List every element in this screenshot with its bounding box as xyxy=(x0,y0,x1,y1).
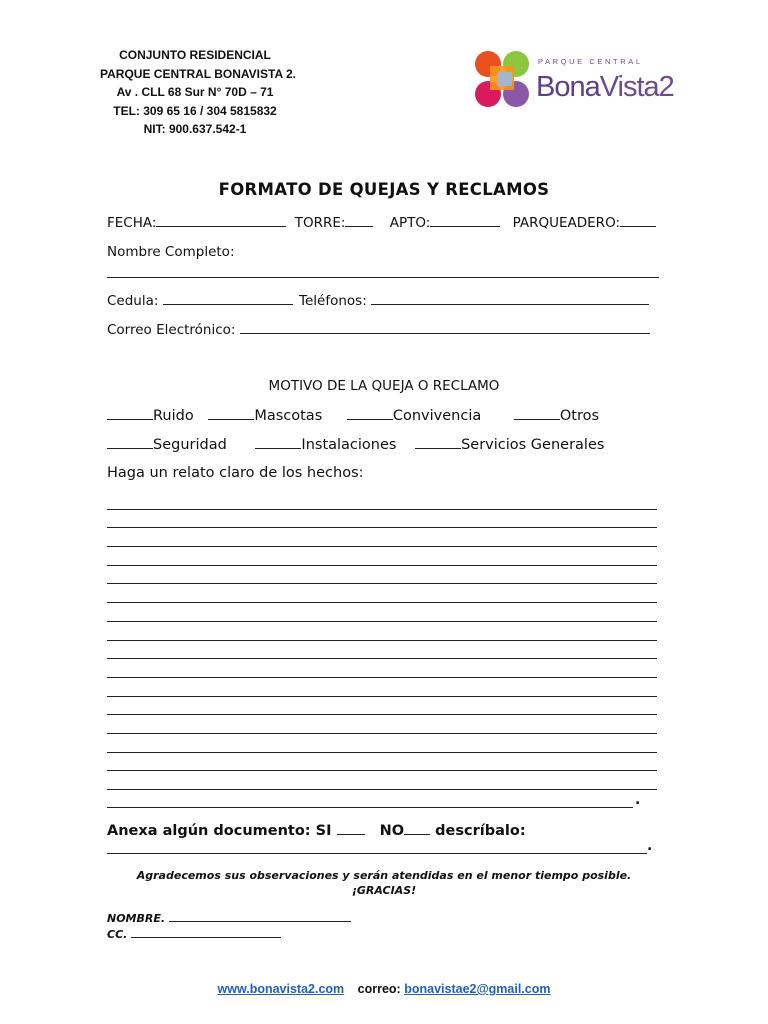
signature-nombre-field[interactable] xyxy=(169,911,351,922)
option-ruido: Ruido xyxy=(153,408,194,424)
website-link[interactable]: www.bonavista2.com xyxy=(217,982,345,996)
relato-line[interactable] xyxy=(107,565,657,566)
motivo-title: MOTIVO DE LA QUEJA O RECLAMO xyxy=(268,378,500,394)
describalo-period: . xyxy=(647,838,653,854)
logo-tagline: PARQUE CENTRAL xyxy=(538,57,643,66)
option-checkbox[interactable] xyxy=(255,436,301,449)
no-field[interactable] xyxy=(404,822,430,835)
option-instalaciones: Instalaciones xyxy=(301,437,397,453)
relato-line[interactable] xyxy=(107,583,657,584)
telefonos-label: Teléfonos: xyxy=(299,293,367,309)
relato-line[interactable] xyxy=(107,696,657,697)
option-checkbox[interactable] xyxy=(208,407,254,420)
signature-cc-field[interactable] xyxy=(131,927,281,938)
relato-line[interactable] xyxy=(107,527,657,528)
organization-header xyxy=(100,46,297,139)
relato-line[interactable] xyxy=(107,602,657,603)
anexa-row xyxy=(107,822,526,839)
describalo-field[interactable] xyxy=(107,853,647,854)
option-mascotas: Mascotas xyxy=(254,408,323,424)
relato-line[interactable] xyxy=(107,658,657,659)
signature-nombre-row xyxy=(107,911,351,925)
option-checkbox[interactable] xyxy=(415,436,461,449)
options-row-2 xyxy=(107,436,604,453)
bonavista-logo xyxy=(472,50,682,112)
date-row xyxy=(107,214,656,231)
relato-line[interactable] xyxy=(107,770,657,771)
relato-line[interactable] xyxy=(107,546,657,547)
header-line: PARQUE CENTRAL BONAVISTA 2. xyxy=(100,66,297,81)
options-row-1 xyxy=(107,407,599,424)
signature-nombre-label: NOMBRE. xyxy=(107,912,166,925)
option-seguridad: Seguridad xyxy=(153,437,227,453)
si-field[interactable] xyxy=(337,822,365,835)
page-title: FORMATO DE QUEJAS Y RECLAMOS xyxy=(218,180,550,199)
parqueadero-label: PARQUEADERO: xyxy=(512,215,621,231)
logo-square-icon xyxy=(498,72,512,86)
apto-label: APTO: xyxy=(389,215,431,231)
relato-line[interactable] xyxy=(107,807,633,808)
correo-footer-label: correo: xyxy=(357,982,401,996)
signature-cc-label: CC. xyxy=(107,928,128,941)
relato-line[interactable] xyxy=(107,752,657,753)
relato-line[interactable] xyxy=(107,714,657,715)
parqueadero-field[interactable] xyxy=(620,214,656,227)
relato-line[interactable] xyxy=(107,509,657,510)
option-checkbox[interactable] xyxy=(514,407,560,420)
correo-row xyxy=(107,321,650,338)
relato-line[interactable] xyxy=(107,677,657,678)
option-convivencia: Convivencia xyxy=(392,408,482,424)
header-line: Av . CLL 68 Sur N° 70D – 71 xyxy=(116,85,274,99)
cedula-row xyxy=(107,292,649,309)
footer xyxy=(0,982,768,996)
logo-graphic xyxy=(472,50,682,112)
cedula-label: Cedula: xyxy=(107,293,159,309)
relato-period: . xyxy=(635,792,641,808)
header-line: TEL: 309 65 16 / 304 5815832 xyxy=(113,103,277,118)
option-checkbox[interactable] xyxy=(107,436,153,449)
describalo-label: descríbalo: xyxy=(435,823,526,839)
relato-line[interactable] xyxy=(107,789,657,790)
nombre-label: Nombre Completo: xyxy=(107,244,235,260)
option-checkbox[interactable] xyxy=(347,407,393,420)
signature-cc-row xyxy=(107,927,281,941)
thanks-line-2: ¡GRACIAS! xyxy=(351,884,417,897)
torre-label: TORRE: xyxy=(294,215,346,231)
telefonos-field[interactable] xyxy=(371,292,649,305)
relato-line[interactable] xyxy=(107,733,657,734)
header-line: CONJUNTO RESIDENCIAL xyxy=(119,48,271,62)
no-label: NO xyxy=(379,823,405,839)
thanks-message xyxy=(0,868,768,898)
header-line: NIT: 900.637.542-1 xyxy=(143,122,247,136)
anexa-label: Anexa algún documento: SI xyxy=(107,823,332,839)
apto-field[interactable] xyxy=(430,214,500,227)
svg-text:BonaVista2 xyxy=(536,71,674,103)
option-servicios-generales: Servicios Generales xyxy=(461,437,605,453)
logo-brand-b: Vista2 xyxy=(599,71,674,103)
fecha-field[interactable] xyxy=(156,214,286,227)
thanks-line-1: Agradecemos sus observaciones y serán atendidas en el menor tiempo posible. xyxy=(136,869,632,882)
option-checkbox[interactable] xyxy=(107,407,153,420)
relato-label: Haga un relato claro de los hechos: xyxy=(107,465,364,481)
relato-line[interactable] xyxy=(107,640,657,641)
option-otros: Otros xyxy=(559,408,600,424)
cedula-field[interactable] xyxy=(163,292,293,305)
relato-line[interactable] xyxy=(107,621,657,622)
nombre-field[interactable] xyxy=(107,277,659,278)
email-link[interactable]: bonavistae2@gmail.com xyxy=(404,982,551,996)
correo-label: Correo Electrónico: xyxy=(107,322,236,338)
fecha-label: FECHA: xyxy=(107,215,157,231)
correo-field[interactable] xyxy=(240,321,650,334)
torre-field[interactable] xyxy=(345,214,373,227)
logo-brand-a: Bona xyxy=(536,71,600,103)
